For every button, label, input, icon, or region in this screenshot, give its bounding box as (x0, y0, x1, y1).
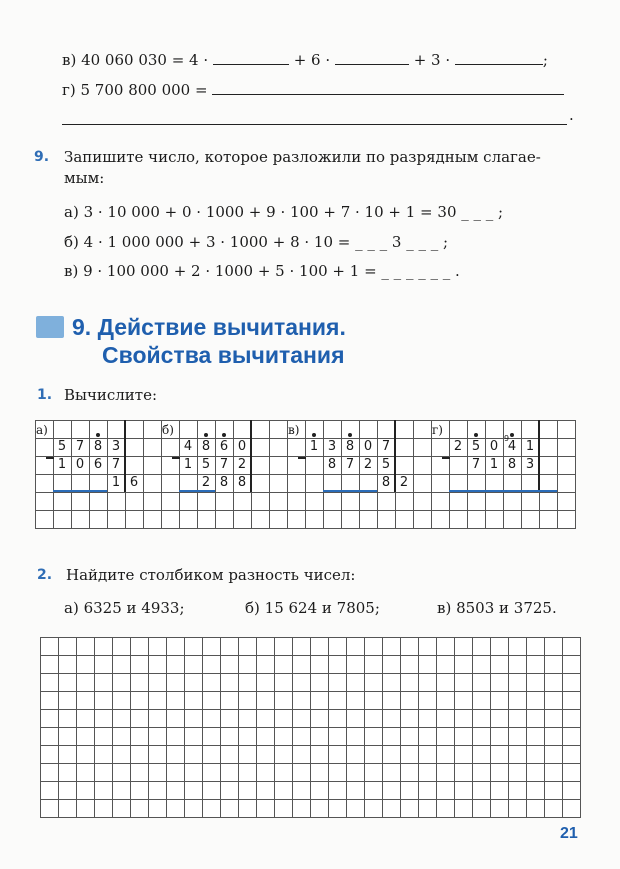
digit-top: 0 (237, 439, 247, 454)
page-number: 21 (560, 825, 578, 842)
borrow-dot (96, 433, 100, 437)
column-label-g: г) (432, 423, 443, 437)
borrow-dot (222, 433, 226, 437)
digit-bottom: 2 (363, 457, 373, 472)
line-v-start: в) 40 060 030 = 4 · (62, 51, 209, 69)
digit-result: 8 (381, 475, 391, 490)
minus-sign (172, 457, 180, 459)
borrow-dot (510, 433, 514, 437)
digit-top: 3 (327, 439, 337, 454)
digit-top: 8 (201, 439, 211, 454)
digit-top: 7 (75, 439, 85, 454)
task-number: 9. (34, 149, 50, 165)
digit-bottom: 5 (201, 457, 211, 472)
period: . (569, 106, 574, 124)
borrow-nine: 9 (504, 434, 510, 443)
digit-top: 3 (111, 439, 121, 454)
answer-underline (179, 490, 215, 492)
digit-result: 8 (219, 475, 229, 490)
borrow-dot (312, 433, 316, 437)
answer-blank[interactable] (213, 52, 289, 65)
exercise-text: Найдите столбиком разность чисел: (66, 566, 356, 584)
answer-blank-long[interactable] (62, 124, 567, 125)
borrow-dot (348, 433, 352, 437)
minus-sign (298, 457, 306, 459)
answer-underline (449, 490, 557, 492)
digit-top: 0 (489, 439, 499, 454)
separator-rule (124, 420, 126, 492)
digit-top: 0 (363, 439, 373, 454)
exercise-item-v: в) 8503 и 3725. (437, 599, 557, 617)
digit-result: 1 (111, 475, 121, 490)
digit-top: 6 (219, 439, 229, 454)
digit-bottom: 1 (57, 457, 67, 472)
line-v-end: ; (542, 51, 548, 69)
digit-result: 6 (129, 475, 139, 490)
column-label-a: а) (36, 423, 48, 437)
digit-result: 8 (237, 475, 247, 490)
exercise-item-b: б) 15 624 и 7805; (245, 599, 380, 617)
digit-bottom: 2 (237, 457, 247, 472)
digit-bottom: 7 (219, 457, 229, 472)
digit-top: 5 (57, 439, 67, 454)
separator-rule (394, 420, 396, 492)
digit-top: 2 (453, 439, 463, 454)
section-title-line1: Действие вычитания. (97, 314, 346, 340)
line-v-plus6: + 6 · (293, 51, 331, 69)
digit-bottom: 8 (507, 457, 517, 472)
task-text-line2: мым: (64, 169, 105, 187)
section-title-line2: Свойства вычитания (102, 342, 345, 368)
task-item-a: а) 3 · 10 000 + 0 · 1000 + 9 · 100 + 7 · 10 + 1 = 30 _ _ _ ; (64, 203, 504, 221)
answer-blank[interactable] (335, 52, 409, 65)
expansion-line-v (62, 51, 548, 69)
separator-rule (250, 420, 252, 492)
digit-result: 2 (201, 475, 211, 490)
column-label-v: в) (288, 423, 300, 437)
answer-underline (323, 490, 377, 492)
digit-top: 7 (381, 439, 391, 454)
digit-bottom: 1 (183, 457, 193, 472)
digit-top: 5 (471, 439, 481, 454)
exercise-number: 2. (37, 567, 53, 583)
digit-bottom: 6 (93, 457, 103, 472)
expansion-line-g (62, 81, 564, 99)
digit-top: 8 (93, 439, 103, 454)
digit-result: 2 (399, 475, 409, 490)
section-number: 9. (72, 314, 92, 340)
answer-blank[interactable] (455, 52, 543, 65)
digit-top: 4 (507, 439, 517, 454)
minus-sign (442, 457, 450, 459)
work-grid[interactable] (40, 637, 581, 818)
line-v-plus3: + 3 · (413, 51, 451, 69)
exercise-number: 1. (37, 387, 53, 403)
task-text-line1: Запишите число, которое разложили по разрядным слагае- (64, 148, 541, 166)
digit-bottom: 3 (525, 457, 535, 472)
line-g-start: г) 5 700 800 000 = (62, 81, 208, 99)
section-marker-icon (36, 316, 64, 338)
digit-bottom: 7 (471, 457, 481, 472)
digit-bottom: 7 (345, 457, 355, 472)
answer-blank[interactable] (212, 82, 564, 95)
borrow-dot (474, 433, 478, 437)
exercise-item-a: а) 6325 и 4933; (64, 599, 185, 617)
digit-top: 8 (345, 439, 355, 454)
minus-sign (46, 457, 54, 459)
digit-bottom: 7 (111, 457, 121, 472)
digit-bottom: 8 (327, 457, 337, 472)
digit-bottom: 1 (489, 457, 499, 472)
digit-bottom: 5 (381, 457, 391, 472)
column-label-b: б) (162, 423, 174, 437)
exercise-text: Вычислите: (64, 386, 158, 404)
digit-top: 1 (309, 439, 319, 454)
task-item-b: б) 4 · 1 000 000 + 3 · 1000 + 8 · 10 = _ _ _ 3 _ _ _ ; (64, 233, 449, 251)
answer-underline (53, 490, 107, 492)
task-item-v: в) 9 · 100 000 + 2 · 1000 + 5 · 100 + 1 = _ _ _ _ _ _ . (64, 262, 460, 280)
separator-rule (538, 420, 540, 492)
computation-grid[interactable] (35, 420, 576, 529)
digit-top: 1 (525, 439, 535, 454)
section-title (72, 313, 346, 369)
digit-bottom: 0 (75, 457, 85, 472)
borrow-dot (204, 433, 208, 437)
digit-top: 4 (183, 439, 193, 454)
